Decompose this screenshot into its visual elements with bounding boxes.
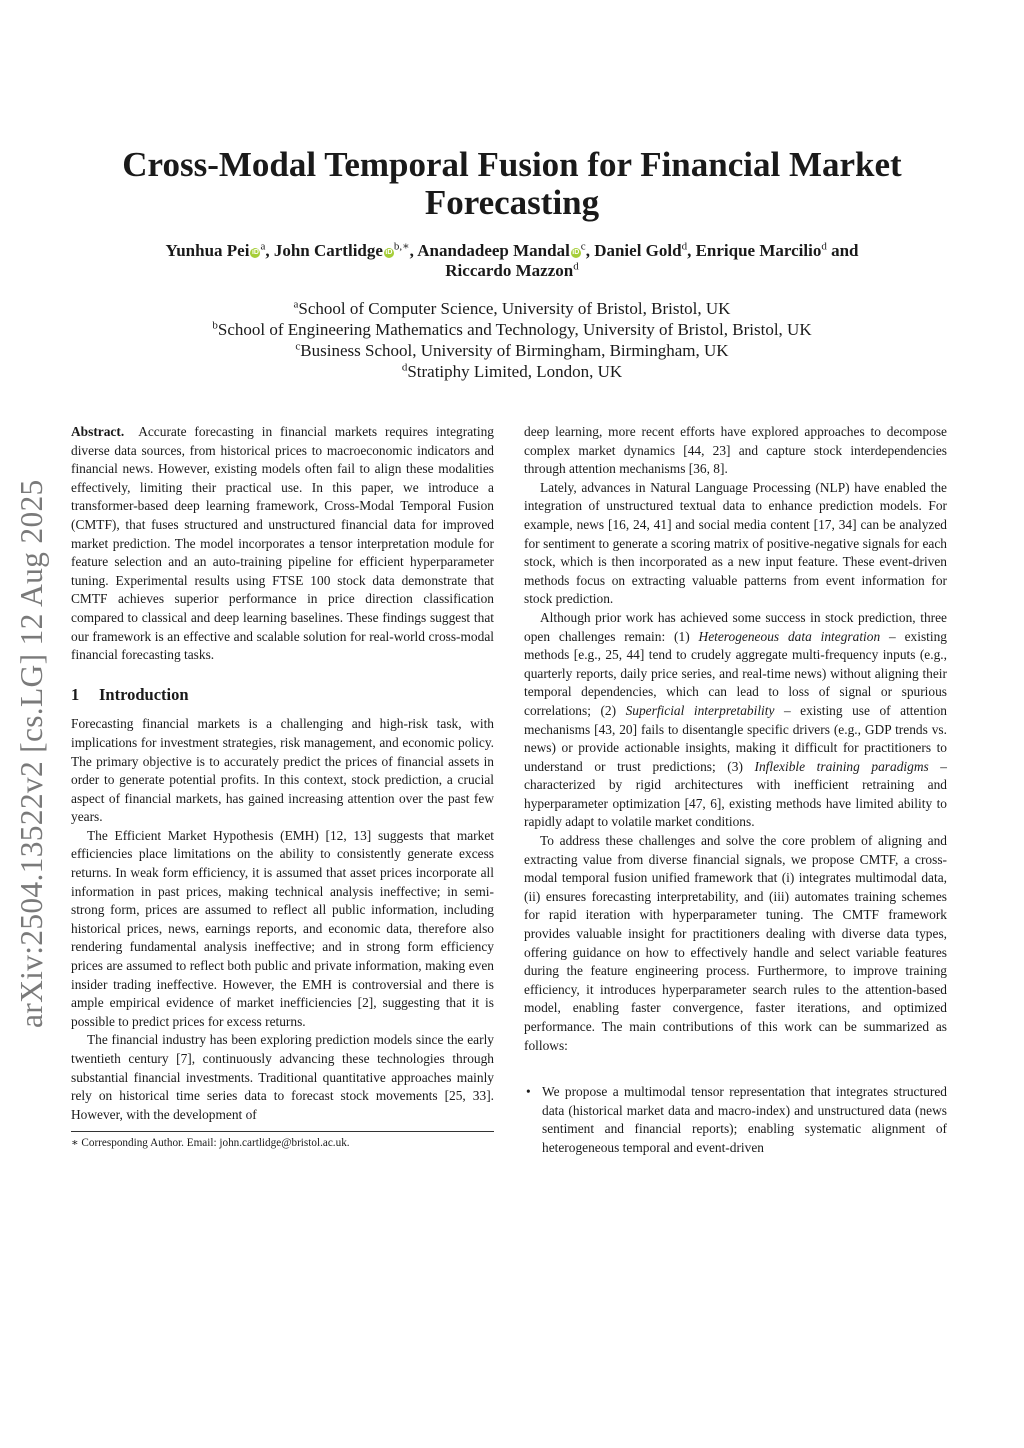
author-separator: , [265,241,274,260]
author-separator: , [409,241,418,260]
arxiv-identifier[interactable]: arXiv:2504.13522v2 [cs.LG] 12 Aug 2025 [14,479,49,1028]
orcid-icon[interactable]: iD [385,249,393,256]
author-line-2 [80,261,944,281]
paragraph: The Efficient Market Hypothesis (EMH) [12, 13] suggests that market efficiencies place limitations on the ability to consistently generate excess returns. In weak form efficiency, it is assumed that asset prices incorporate all information in past prices, making technical analysis ineffective; in semi-strong form, prices are assumed to reflect all public information, including historical prices, news, earnings reports, and economic data, therefore also rendering fundamental analysis ineffective; and in strong form efficiency prices are assumed to reflect both public and private information, making even insider trading ineffective. However, the EMH is controversial and there is ample empirical evidence of market inefficiencies [2], suggesting that it is possible to predict prices for excess returns. [71,827,494,1029]
affiliation-mark: d [401,361,408,374]
author-name: Riccardo Mazzon [445,261,574,280]
text-run: – existing use of attention mechanisms [43, 20] fails to disentangle specific drivers (e.g., GDP trends vs. news) or provide actionable insights, making it difficult for practitioners to understand or trust predictions; (3) [524,702,947,774]
author-name: John Cartlidge [273,241,383,260]
section-heading [71,686,494,705]
affiliation-text: School of Computer Science, University of Bristol, Bristol, UK [298,299,731,318]
author-line-1 [80,241,944,261]
text-run: Although prior work has achieved some success in stock prediction, three open challenges remain: (1) [524,609,947,644]
paragraph: To address these challenges and solve the core problem of aligning and extracting value from diverse financial signals, we propose CMTF, a cross-modal temporal fusion unified framework that (i) integrates multimodal data, (ii) ensures forecasting interpretability, and (iii) automates training schemes for rapid iteration with hyperparameter tuning. The CMTF framework provides valuable insight for practitioners dealing with diverse data types, offering guidance on how to effectively handle and select variable features during the feature engineering process. Furthermore, to improve training efficiency, it introduces hyperparameter search rules to the attention-based model, enabling faster convergence, faster iterations, and optimized performance. The main contributions of this work can be summarized as follows: [524,833,947,1053]
abstract [71,423,494,665]
paragraph: Lately, advances in Natural Language Processing (NLP) have enabled the integration of unstructured textual data to enhance prediction models. For example, news [16, 24, 41] and social media content [17, 34] can be analyzed for sentiment to generate a scoring matrix of positive-negative signals for each stock, which is then incorporated as a new input feature. These event-driven methods focus on extracting valuable patterns from event information for stock prediction. [524,479,947,607]
text-run: – characterized by rigid architectures with inefficient retraining and hyperparameter optimization [47, 6], existing methods have limited ability to rapidly adapt to volatile market conditions. [524,758,948,830]
affiliation [80,340,944,361]
paragraph: Forecasting financial markets is a challenging and high-risk task, with implications for investment strategies, risk management, and economic policy. The primary objective is to accurately predict the prices of financial assets in order to generate potential profits. In this context, stock prediction, a crucial aspect of financial markets, has gained increasing attention over the past few years. [71,716,494,825]
abstract-text: Accurate forecasting in financial markets requires integrating diverse data sources, from historical prices to macroeconomic indicators and financial news. However, existing models often fail to align these modalities effectively, limiting their practical use. In this paper, we introduce a transformer-based deep learning framework, Cross-Modal Temporal Fusion (CMTF), that fuses structured and unstructured financial data for improved market prediction. The model incorporates a tensor interpretation module for feature selection and an auto-training pipeline for efficient hyperparameter tuning. Experimental results using FTSE 100 stock data demonstrate that CMTF achieves superior performance in price direction classification compared to classical and deep learning baselines. These findings suggest that our framework is an effective and scalable solution for real-world cross-modal financial forecasting tasks. [71,424,494,663]
right-column [524,423,947,1158]
contribution-bullet [524,1083,947,1157]
affiliation-list [80,298,944,382]
affiliation [80,298,944,319]
author-separator: , [585,241,595,260]
emphasis: Inflexible training paradigms [754,758,929,774]
affiliation-text: School of Engineering Mathematics and Technology, University of Bristol, Bristol, UK [217,320,812,339]
author-name: Daniel Gold [594,241,682,260]
affiliation-mark: b [212,319,218,332]
author-separator: and [826,241,859,260]
affiliation [80,319,944,340]
bullet-marker: • [526,1084,531,1100]
abstract-label: Abstract. [71,424,125,439]
author-list [80,241,944,281]
orcid-icon[interactable]: iD [572,249,580,256]
left-column [71,423,494,1151]
author-affil-mark: d [681,240,688,253]
orcid-icon[interactable]: iD [251,249,259,256]
paragraph: The financial industry has been exploring prediction models since the early twentieth century [7], continuously advancing these technologies through substantial financial investments. Traditional quantitative approaches mainly rely on historical time series data to forecast stock movements [25, 33]. However, with the development of [71,1032,494,1122]
author-affil-mark: b,∗ [393,240,410,253]
text-run: – existing methods [e.g., 25, 44] tend to crudely aggregate multi-frequency inputs (e.g., quarterly reports, daily price series, and real-time news) without aligning their temporal dependencies, which can lead to loss of signal or spurious correlations; (2) [524,628,947,718]
affiliation-mark: c [295,340,301,353]
paper-title: Cross-Modal Temporal Fusion for Financial Market Forecasting [122,145,902,222]
author-affil-mark: d [573,260,579,273]
affiliation-mark: a [293,298,299,311]
author-separator: , [687,241,696,260]
author-affil-mark: d [821,240,827,253]
author-name: Anandadeep Mandal [417,241,570,260]
author-name: Enrique Marcilio [695,241,822,260]
author-affil-mark: a [260,240,266,253]
paragraph: deep learning, more recent efforts have explored approaches to decompose complex market dynamics [44, 23] and capture stock interdependencies through attention mechanisms [36, 8]. [524,424,947,477]
footnote: ∗ Corresponding Author. Email: john.cartlidge@bristol.ac.uk. [71,1137,350,1150]
affiliation-text: Stratiphy Limited, London, UK [407,362,623,381]
section-number: 1 [71,684,80,704]
affiliation [80,361,944,382]
author-affil-mark: c [580,240,586,253]
emphasis: Superficial interpretability [625,702,775,718]
footnote-rule [71,1131,494,1132]
affiliation-text: Business School, University of Birmingham, Birmingham, UK [300,341,729,360]
section-title: Introduction [99,684,189,704]
paragraph [524,609,947,832]
emphasis: Heterogeneous data integration [698,628,881,644]
author-name: Yunhua Pei [165,241,250,260]
bullet-text: We propose a multimodal tensor representation that integrates structured data (historical market data and macro-index) and unstructured data (news sentiment and financial reports); enabling systematic alignment of heterogeneous temporal and event-driven [542,1084,947,1155]
